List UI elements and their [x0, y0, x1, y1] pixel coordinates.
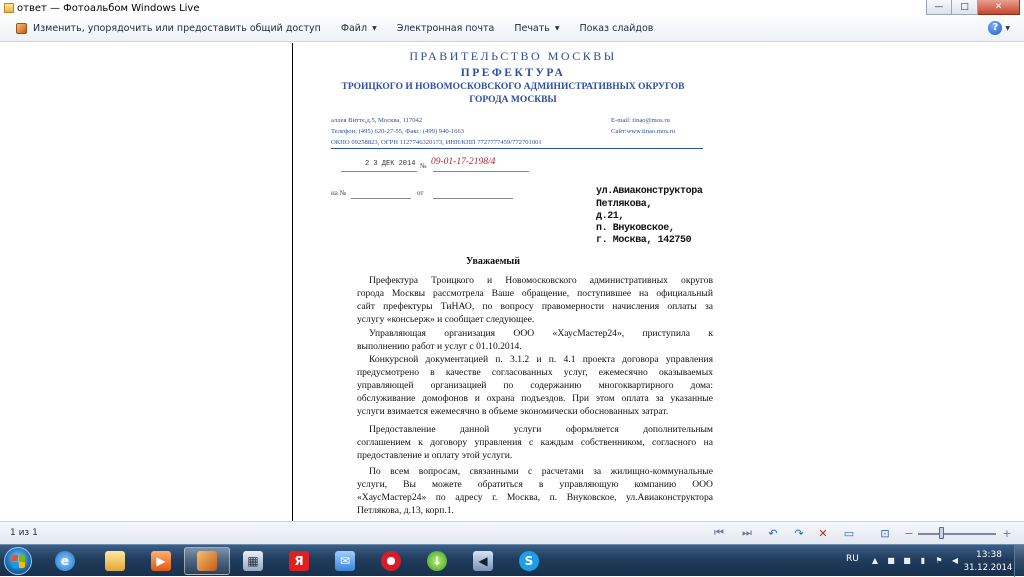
- organize-button[interactable]: [0, 16, 331, 41]
- letterhead-city: ГОРОДА МОСКВЫ: [469, 95, 557, 105]
- clock-date[interactable]: 31.12.2014: [963, 563, 1013, 573]
- slideshow-icon[interactable]: ▭: [843, 526, 855, 540]
- viewer-control-bar: [0, 521, 1024, 544]
- maximize-button[interactable]: □: [952, 0, 978, 15]
- slideshow-button[interactable]: [570, 16, 664, 41]
- registration-date-stamp: 2 3 ДЕК 2014: [365, 160, 416, 168]
- body-line: Префектура Троицкого и Новомосковского административных округов: [369, 275, 713, 286]
- command-bar: [0, 16, 1024, 42]
- taskbar-download[interactable]: [414, 547, 460, 575]
- number-underline: [433, 171, 529, 172]
- volume-icon[interactable]: ◀: [951, 555, 959, 565]
- window-title: ответ — Фотоальбом Windows Live: [17, 2, 200, 14]
- language-indicator[interactable]: RU: [846, 554, 859, 564]
- opera-icon: [381, 551, 401, 571]
- letterhead-government: ПРАВИТЕЛЬСТВО МОСКВЫ: [409, 49, 617, 63]
- help-button[interactable]: [988, 21, 1010, 35]
- reference-date-line: [433, 198, 513, 199]
- scanned-letter: [292, 43, 732, 521]
- minimize-button[interactable]: —: [926, 0, 952, 15]
- action-center-icon[interactable]: ⚑: [935, 555, 943, 565]
- zoom-out-icon[interactable]: −: [904, 526, 914, 540]
- tray-app-icon[interactable]: ■: [887, 555, 895, 565]
- body-line: соглашением к договору управления с каждым собственником, согласного на: [357, 437, 713, 448]
- email-button[interactable]: [387, 16, 505, 41]
- tray-expand-icon[interactable]: ▲: [871, 555, 879, 565]
- zoom-slider-track[interactable]: [918, 533, 996, 535]
- close-button[interactable]: ✕: [978, 0, 1020, 15]
- contact-address: аллея Витте,д.5, Москва, 117042: [331, 117, 423, 124]
- body-line: предоставление и оплату этой услуги.: [357, 450, 513, 461]
- taskbar-volume[interactable]: [460, 547, 506, 575]
- page-indicator: 1 из 1: [10, 528, 38, 538]
- taskbar-photo-gallery[interactable]: [184, 547, 230, 575]
- body-line: сайт префектуры ТиНАО, по вопросу правомерности начисления оплаты за: [357, 301, 713, 312]
- body-line: Петлякова, д.13, корп.1.: [357, 505, 454, 516]
- body-line: Предоставление данной услуги оформляется дополнительным: [369, 424, 713, 435]
- date-underline: [341, 171, 417, 172]
- registration-number-prefix: №: [420, 162, 427, 170]
- slideshow-label: Показ слайдов: [579, 23, 654, 34]
- recipient-line: ул.Авиаконструктора: [596, 186, 703, 197]
- print-label: Печать: [514, 23, 550, 34]
- recipient-line: г. Москва, 142750: [596, 235, 692, 246]
- rotate-left-icon[interactable]: ↶: [768, 526, 778, 540]
- taskbar-opera[interactable]: [368, 547, 414, 575]
- actual-size-icon[interactable]: ⊡: [880, 526, 890, 540]
- folder-icon: [105, 551, 125, 571]
- reference-number-line: [351, 198, 411, 199]
- calculator-icon: ▦: [243, 551, 263, 571]
- registration-number: 09-01-17-2198/4: [431, 157, 496, 167]
- taskbar-yandex[interactable]: [276, 547, 322, 575]
- taskbar-skype[interactable]: [506, 547, 552, 575]
- show-desktop-button[interactable]: [1014, 545, 1024, 577]
- contact-codes: ОКПО 09258823, ОГРН 1127746320173, ИНН/КПП 7727777459/772701001: [331, 139, 542, 146]
- taskbar-calculator[interactable]: [230, 547, 276, 575]
- download-icon: ↓: [427, 551, 447, 571]
- recipient-line: Петлякова,: [596, 199, 653, 210]
- internet-explorer-icon: e: [55, 551, 75, 571]
- file-menu[interactable]: [331, 16, 387, 41]
- body-line: Конкурсной документацией п. 3.1.2 и п. 4.1 проекта договора управления: [369, 354, 713, 365]
- reference-date-label: от: [417, 189, 424, 197]
- tray-app-icon[interactable]: ■: [903, 555, 911, 565]
- zoom-in-icon[interactable]: +: [1002, 526, 1012, 540]
- body-line: выполнению работ и услуг с 01.10.2014.: [357, 341, 522, 352]
- taskbar-explorer[interactable]: [92, 547, 138, 575]
- rotate-right-icon[interactable]: ↷: [794, 526, 804, 540]
- zoom-slider-thumb[interactable]: [939, 527, 944, 539]
- chevron-down-icon: ▼: [1005, 24, 1010, 32]
- contact-site: Сайт:www.tinao.mos.ru: [611, 128, 676, 135]
- yandex-browser-icon: Я: [289, 551, 309, 571]
- body-line: услугу «консьерж» и сообщает следующее.: [357, 314, 535, 325]
- chevron-down-icon: ▼: [372, 25, 377, 32]
- reference-number-label: на №: [331, 189, 347, 197]
- body-line: города Москвы рассмотрела Ваше обращение, поступившее на официальный: [357, 288, 713, 299]
- taskbar: [0, 544, 1024, 576]
- letterhead-divider: [331, 148, 703, 149]
- body-line: обслуживание домофонов и охрана подъездов. При этом оплата за указанные: [357, 393, 713, 404]
- file-label: Файл: [340, 23, 368, 34]
- letterhead-districts: ТРОИЦКОГО И НОВОМОСКОВСКОГО АДМИНИСТРАТИВНЫХ ОКРУГОВ: [341, 82, 685, 92]
- body-line: «ХаусМастер24» по адресу г. Москва, п. Внуковское, ул.Авиаконструктора: [357, 492, 713, 503]
- recipient-line: п. Внуковское,: [596, 223, 675, 234]
- last-page-icon[interactable]: ⏭: [742, 526, 752, 539]
- speaker-icon: ◀: [473, 551, 493, 571]
- contact-phone: Телефон: (495) 620-27-55, Факс: (499) 940-1663: [331, 128, 465, 135]
- help-icon: ?: [988, 21, 1002, 35]
- photo-gallery-icon: [197, 551, 217, 571]
- taskbar-ie[interactable]: [42, 547, 88, 575]
- mail-icon: ✉: [335, 551, 355, 571]
- body-line: услуги взимается ежемесячно в объеме экономически обоснованных затрат.: [357, 406, 669, 417]
- recipient-line: д.21,: [596, 211, 625, 222]
- greeting: Уважаемый: [466, 256, 520, 267]
- title-bar: [0, 0, 1024, 16]
- chevron-down-icon: ▼: [554, 25, 560, 32]
- image-viewer[interactable]: [0, 43, 1024, 521]
- email-label: Электронная почта: [396, 23, 495, 34]
- letterhead-prefecture: ПРЕФЕКТУРА: [460, 67, 566, 79]
- body-line: предусмотрено в качестве согласованных услуг, ежемесячно оказываемых: [357, 367, 713, 378]
- first-page-icon[interactable]: ⏮: [714, 526, 724, 539]
- photo-gallery-icon: [4, 3, 14, 13]
- contact-email: E-mail: tinao@mos.ru: [611, 117, 670, 124]
- media-player-icon: ▶: [151, 551, 171, 571]
- edit-organize-icon: [16, 23, 27, 34]
- organize-label: Изменить, упорядочить или предоставить общий доступ: [33, 23, 321, 34]
- network-icon[interactable]: ▮: [920, 555, 926, 565]
- skype-icon: S: [519, 551, 539, 571]
- body-line: По всем вопросам, связанными с расчетами за жилищно-коммунальные: [369, 466, 713, 477]
- body-line: управляющей организацией по содержанию многоквартирного дома:: [357, 380, 713, 391]
- body-line: Управляющая организация ООО «ХаусМастер24», приступила к: [369, 328, 713, 339]
- delete-icon[interactable]: ✕: [818, 526, 828, 540]
- start-button[interactable]: [4, 547, 32, 575]
- clock-time[interactable]: 13:38: [976, 550, 1002, 560]
- window-controls: [926, 0, 1020, 15]
- windows-logo-icon: [12, 555, 25, 568]
- print-menu[interactable]: [504, 16, 569, 41]
- taskbar-mail[interactable]: [322, 547, 368, 575]
- taskbar-media-player[interactable]: [138, 547, 184, 575]
- body-line: услуги, Вы можете обратиться в управляющую компанию ООО: [357, 479, 713, 490]
